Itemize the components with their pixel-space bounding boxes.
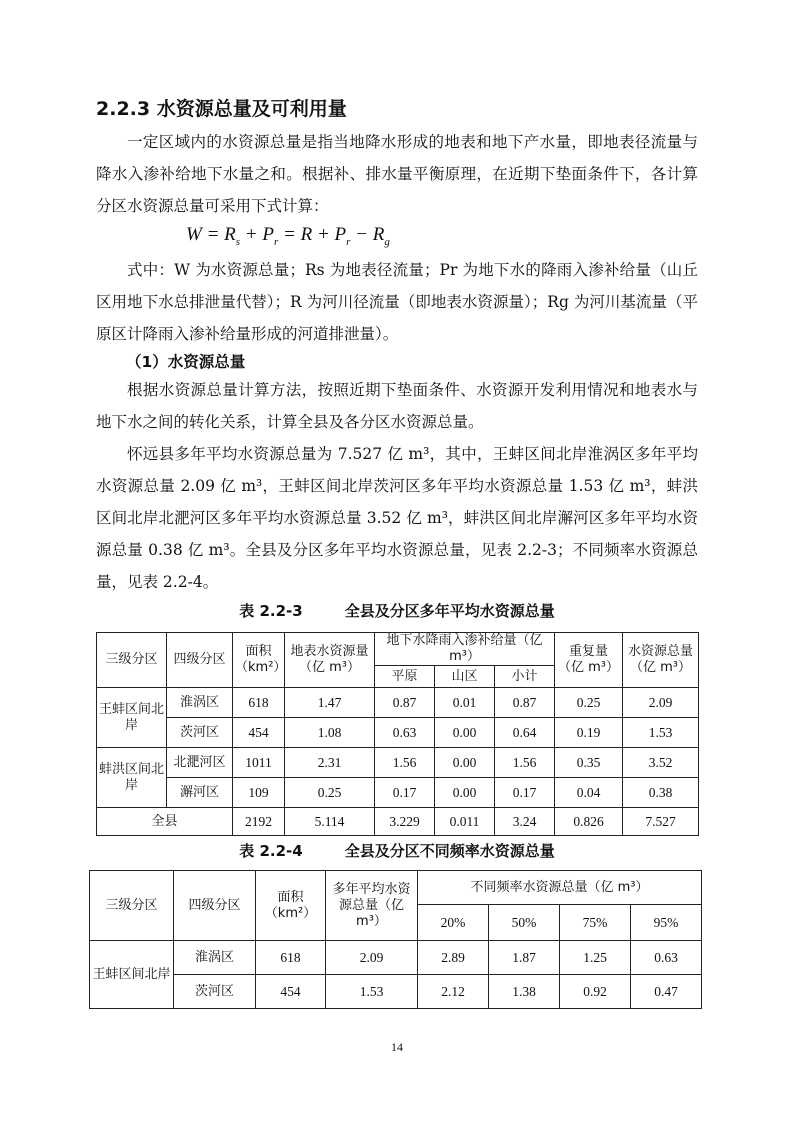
cell-total: 3.52 — [623, 748, 699, 778]
table1-caption-title: 全县及分区多年平均水资源总量 — [344, 602, 555, 620]
header-20: 20% — [418, 905, 489, 941]
header-ground: 地下水降雨入渗补给量（亿 m³） — [375, 633, 555, 666]
cell-mountain: 0.00 — [435, 778, 495, 808]
cell-surface: 1.47 — [285, 688, 375, 718]
cell-f20: 2.12 — [418, 975, 489, 1009]
table-row-total — [97, 808, 699, 836]
subheading-total: （1）水资源总量 — [126, 353, 246, 371]
cell-plain: 0.63 — [375, 718, 435, 748]
group-label: 蚌洪区间北岸 — [97, 748, 167, 808]
header-level4: 四级分区 — [174, 871, 256, 941]
header-repeat: 重复量（亿 m³） — [555, 633, 623, 688]
cell-subtotal: 1.56 — [495, 748, 555, 778]
paragraph-variables: 式中：W 为水资源总量；Rs 为地表径流量；Pr 为地下水的降雨入渗补给量（山丘区用地下水总排泄量代替）；R 为河川径流量（即地表水资源量）；Rg 为河川基流量（平原区计降雨入渗补给量形成的河道排泄量）。 — [96, 261, 698, 343]
cell-area: 618 — [233, 688, 285, 718]
row-name: 澥河区 — [167, 778, 233, 808]
table-row — [97, 718, 699, 748]
water-total-formula — [186, 224, 390, 248]
row-name: 淮涡区 — [167, 688, 233, 718]
table-row — [97, 688, 699, 718]
cell-f95: 0.47 — [631, 975, 702, 1009]
formula-r: R — [224, 224, 236, 245]
header-subtotal: 小计 — [495, 666, 555, 688]
formula-sub-r: r — [346, 235, 351, 248]
cell-total: 0.38 — [623, 778, 699, 808]
header-surface: 地表水资源量（亿 m³） — [285, 633, 375, 688]
cell-total: 7.527 — [623, 808, 699, 836]
cell-mountain: 0.00 — [435, 748, 495, 778]
cell-average: 2.09 — [326, 941, 418, 975]
formula-plus: + — [240, 224, 263, 245]
header-level4: 四级分区 — [167, 633, 233, 688]
cell-surface: 2.31 — [285, 748, 375, 778]
header-average: 多年平均水资源总量（亿 m³） — [326, 871, 418, 941]
header-area: 面积（km²） — [233, 633, 285, 688]
table2-caption-number: 表 2.2-4 — [239, 842, 303, 860]
section-heading: 2.2.3 水资源总量及可利用量 — [96, 98, 347, 120]
cell-mountain: 0.01 — [435, 688, 495, 718]
cell-total: 2.09 — [623, 688, 699, 718]
cell-plain: 0.87 — [375, 688, 435, 718]
table2-caption — [96, 840, 698, 861]
cell-repeat: 0.19 — [555, 718, 623, 748]
formula-minus: − — [350, 224, 373, 245]
group-label: 王蚌区间北岸 — [90, 941, 174, 1009]
formula-eq: = — [201, 224, 225, 245]
row-name: 淮涡区 — [174, 941, 256, 975]
cell-subtotal: 0.64 — [495, 718, 555, 748]
header-50: 50% — [489, 905, 560, 941]
cell-repeat: 0.25 — [555, 688, 623, 718]
paragraph-results: 怀远县多年平均水资源总量为 7.527 亿 m³，其中，王蚌区间北岸淮涡区多年平均水资源总量 2.09 亿 m³，王蚌区间北岸茨河区多年平均水资源总量 1.53 亿 m³，蚌洪区间北岸北淝河区多年平均水资源总量 3.52 亿 m³，蚌洪区间北岸澥河区多年平均水资源总量 0.38 亿 m³。全县及分区多年平均水资源总量，见表 2.2-3；不同频率水资源总量，见表 2.2-4。 — [96, 445, 698, 591]
cell-area: 454 — [256, 975, 326, 1009]
row-name: 北淝河区 — [167, 748, 233, 778]
cell-subtotal: 0.17 — [495, 778, 555, 808]
formula-eq: = — [278, 224, 301, 245]
cell-f95: 0.63 — [631, 941, 702, 975]
table-row — [97, 778, 699, 808]
header-total: 水资源总量（亿 m³） — [623, 633, 699, 688]
cell-total: 1.53 — [623, 718, 699, 748]
cell-subtotal: 0.87 — [495, 688, 555, 718]
cell-f50: 1.38 — [489, 975, 560, 1009]
formula-plus: + — [312, 224, 335, 245]
header-75: 75% — [560, 905, 631, 941]
cell-area: 109 — [233, 778, 285, 808]
cell-area: 2192 — [233, 808, 285, 836]
paragraph-definition: 一定区域内的水资源总量是指当地降水形成的地表和地下产水量，即地表径流量与降水入渗补给地下水量之和。根据补、排水量平衡原理，在近期下垫面条件下，各计算分区水资源总量可采用下式计算： — [96, 133, 698, 215]
cell-repeat: 0.826 — [555, 808, 623, 836]
table-average-water-resources — [96, 632, 699, 836]
total-label: 全县 — [97, 808, 233, 836]
cell-area: 618 — [256, 941, 326, 975]
header-level3: 三级分区 — [90, 871, 174, 941]
formula-sub-r: r — [273, 235, 279, 248]
cell-plain: 0.17 — [375, 778, 435, 808]
header-area: 面积（km²） — [256, 871, 326, 941]
cell-area: 454 — [233, 718, 285, 748]
table-frequency-water-resources — [89, 870, 702, 1009]
cell-repeat: 0.35 — [555, 748, 623, 778]
cell-mountain: 0.00 — [435, 718, 495, 748]
group-label: 王蚌区间北岸 — [97, 688, 167, 748]
table1-caption — [96, 600, 698, 621]
cell-surface: 1.08 — [285, 718, 375, 748]
cell-f75: 1.25 — [560, 941, 631, 975]
cell-f75: 0.92 — [560, 975, 631, 1009]
cell-surface: 0.25 — [285, 778, 375, 808]
page-number: 14 — [391, 1040, 403, 1054]
cell-repeat: 0.04 — [555, 778, 623, 808]
header-mountain: 山区 — [435, 666, 495, 688]
cell-surface: 5.114 — [285, 808, 375, 836]
cell-mountain: 0.011 — [435, 808, 495, 836]
table-row — [97, 748, 699, 778]
header-level3: 三级分区 — [97, 633, 167, 688]
formula-p: P — [334, 224, 347, 245]
cell-area: 1011 — [233, 748, 285, 778]
header-frequency: 不同频率水资源总量（亿 m³） — [418, 871, 702, 905]
cell-subtotal: 3.24 — [495, 808, 555, 836]
row-name: 茨河区 — [174, 975, 256, 1009]
formula-r: R — [372, 224, 385, 245]
formula-p: P — [262, 224, 274, 245]
table-row — [90, 975, 702, 1009]
formula-sub-g: g — [384, 235, 390, 248]
row-name: 茨河区 — [167, 718, 233, 748]
cell-f20: 2.89 — [418, 941, 489, 975]
formula-sub-s: s — [235, 235, 241, 248]
formula-r: R — [300, 224, 313, 245]
cell-plain: 3.229 — [375, 808, 435, 836]
cell-average: 1.53 — [326, 975, 418, 1009]
cell-f50: 1.87 — [489, 941, 560, 975]
header-plain: 平原 — [375, 666, 435, 688]
table-row — [90, 941, 702, 975]
formula-w: W — [186, 224, 202, 245]
header-95: 95% — [631, 905, 702, 941]
paragraph-method: 根据水资源总量计算方法，按照近期下垫面条件、水资源开发利用情况和地表水与地下水之间的转化关系，计算全县及各分区水资源总量。 — [96, 381, 698, 431]
cell-plain: 1.56 — [375, 748, 435, 778]
table2-caption-title: 全县及分区不同频率水资源总量 — [344, 842, 555, 860]
table1-caption-number: 表 2.2-3 — [239, 602, 303, 620]
